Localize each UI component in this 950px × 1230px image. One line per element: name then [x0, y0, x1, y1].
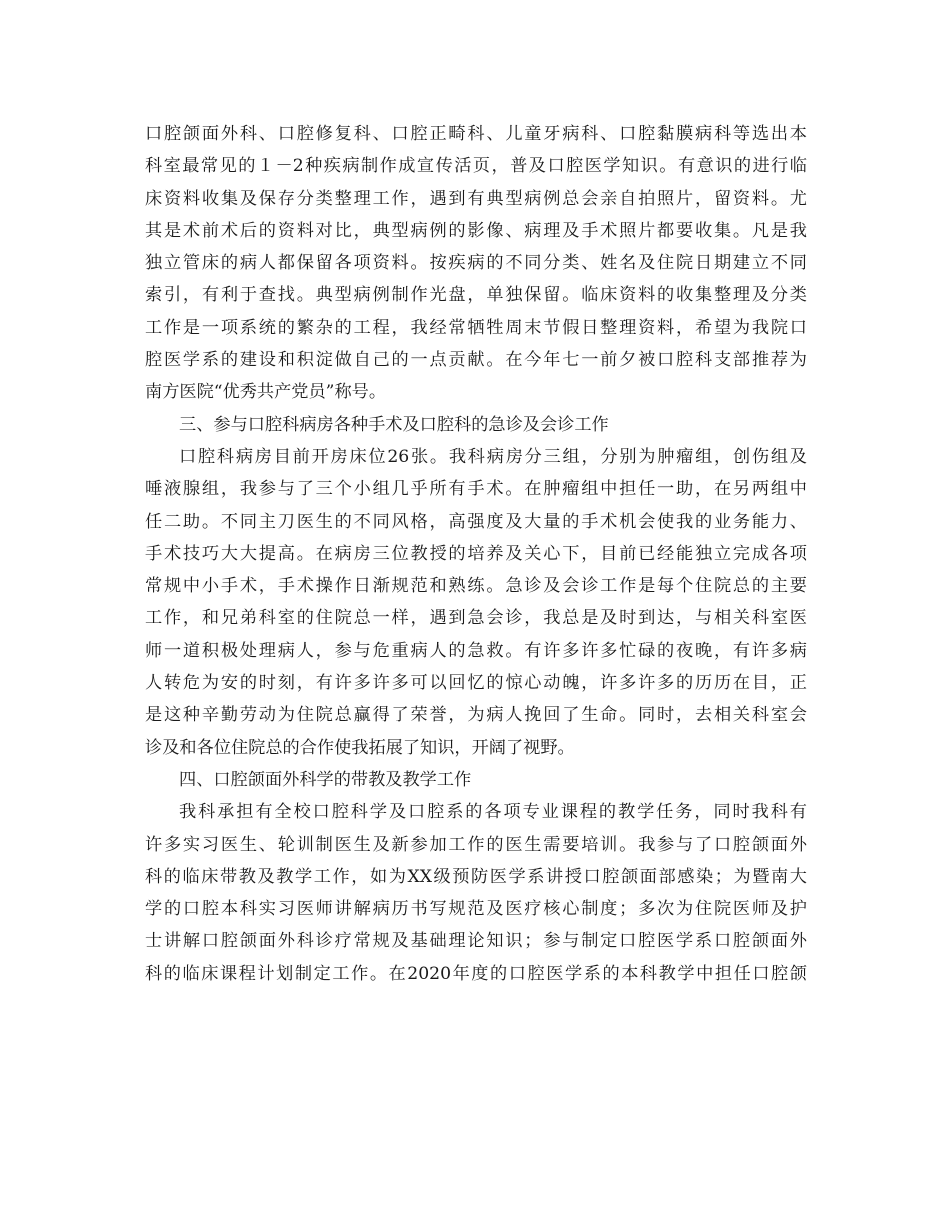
text-line: 师一道积极处理病人，参与危重病人的急救。有许多许多忙碌的夜晚，有许多病 [145, 640, 807, 661]
text-line: 诊及和各位住院总的合作使我拓展了知识，开阔了视野。 [145, 737, 575, 758]
text-line: 腔医学系的建设和积淀做自己的一点贡献。在今年七一前夕被口腔科支部推荐为 [145, 350, 807, 371]
text-line: 科的临床课程计划制定工作。在2020年度的口腔医学系的本科教学中担任口腔颌 [145, 963, 807, 984]
text-line: 许多实习医生、轮训制医生及新参加工作的医生需要培训。我参与了口腔颌面外 [145, 834, 807, 855]
text-line: 四、口腔颌面外科学的带教及教学工作 [179, 769, 472, 790]
text-line: 床资料收集及保存分类整理工作，遇到有典型病例总会亲自拍照片，留资料。尤 [145, 188, 807, 209]
document-body [145, 118, 807, 990]
text-line: 南方医院“优秀共产党员”称号。 [145, 382, 387, 403]
text-line: 口腔科病房目前开房床位26张。我科病房分三组，分别为肿瘤组，创伤组及 [179, 446, 807, 467]
text-line: 独立管床的病人都保留各项资料。按疾病的不同分类、姓名及住院日期建立不同 [145, 253, 807, 274]
text-line: 工作是一项系统的繁杂的工程，我经常牺牲周末节假日整理资料，希望为我院口 [145, 317, 807, 338]
text-line: 工作，和兄弟科室的住院总一样，遇到急会诊，我总是及时到达，与相关科室医 [145, 608, 807, 629]
text-line: 索引，有利于查找。典型病例制作光盘，单独保留。临床资料的收集整理及分类 [145, 285, 807, 306]
text-line: 手术技巧大大提高。在病房三位教授的培养及关心下，目前已经能独立完成各项 [145, 543, 807, 564]
text-line: 我科承担有全校口腔科学及口腔系的各项专业课程的教学任务，同时我科有 [179, 802, 807, 823]
text-line: 科室最常见的１－2种疾病制作成宣传活页，普及口腔医学知识。有意识的进行临 [145, 156, 807, 177]
text-line: 三、参与口腔科病房各种手术及口腔科的急诊及会诊工作 [179, 414, 609, 435]
text-line: 学的口腔本科实习医师讲解病历书写规范及医疗核心制度；多次为住院医师及护 [145, 899, 807, 920]
text-line: 常规中小手术，手术操作日渐规范和熟练。急诊及会诊工作是每个住院总的主要 [145, 576, 807, 597]
text-line: 科的临床带教及教学工作，如为XX级预防医学系讲授口腔颌面部感染；为暨南大 [145, 866, 807, 887]
text-line: 口腔颌面外科、口腔修复科、口腔正畸科、儿童牙病科、口腔黏膜病科等选出本 [145, 124, 807, 144]
text-line: 是这种辛勤劳动为住院总赢得了荣誉，为病人挽回了生命。同时，去相关科室会 [145, 705, 807, 726]
text-line: 任二助。不同主刀医生的不同风格，高强度及大量的手术机会使我的业务能力、 [145, 511, 807, 532]
text-line: 唾液腺组，我参与了三个小组几乎所有手术。在肿瘤组中担任一助，在另两组中 [145, 479, 807, 500]
text-line: 人转危为安的时刻，有许多许多可以回忆的惊心动魄，许多许多的历历在目，正 [145, 673, 807, 694]
text-line: 其是术前术后的资料对比，典型病例的影像、病理及手术照片都要收集。凡是我 [145, 220, 807, 241]
text-line: 士讲解口腔颌面外科诊疗常规及基础理论知识；参与制定口腔医学系口腔颌面外 [145, 931, 807, 952]
